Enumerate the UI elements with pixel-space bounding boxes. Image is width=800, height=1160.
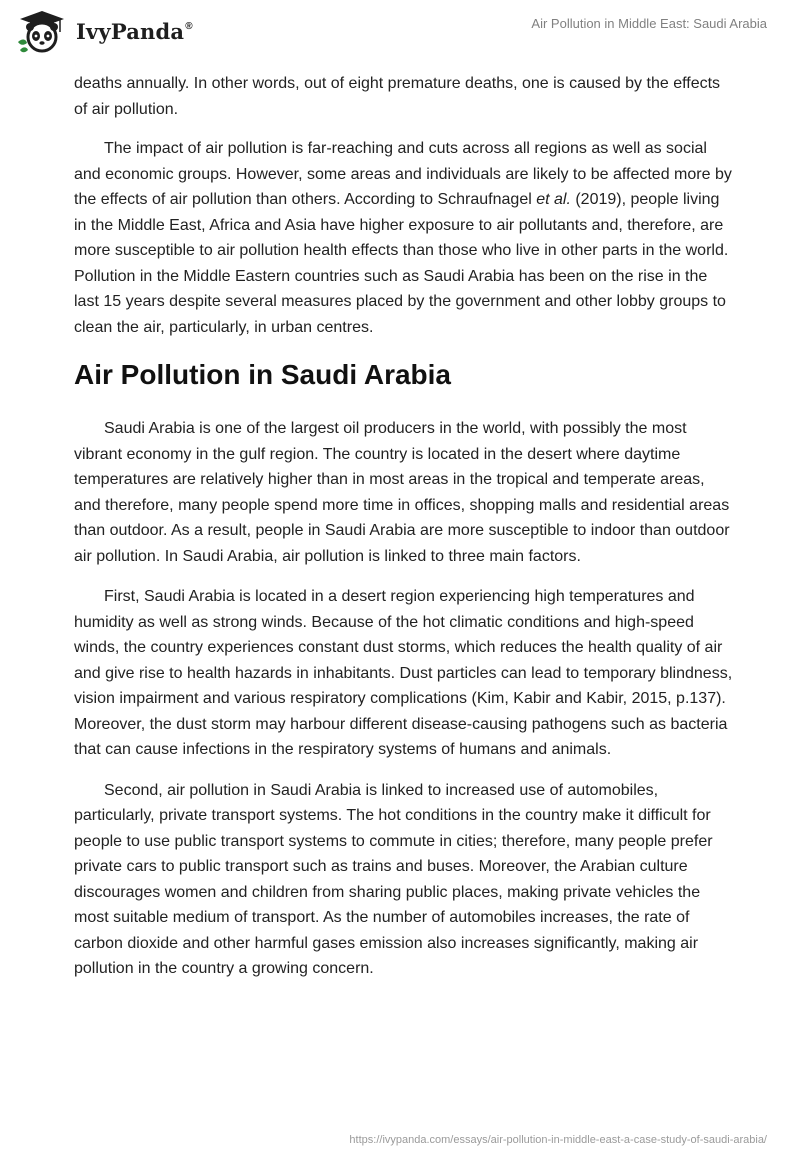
panda-logo-icon — [14, 8, 70, 54]
paragraph-continuation: deaths annually. In other words, out of eight premature deaths, one is caused by the effects of air pollution. — [74, 75, 721, 118]
source-url[interactable]: https://ivypanda.com/essays/air-pollution-in-middle-east-a-case-study-of-saudi-arabia/ — [349, 1134, 767, 1146]
essay-body — [74, 71, 734, 997]
paragraph-impact-text-2: (2019), people living in the Middle East, Africa and Asia have higher exposure to air pollutants and, therefore, are more susceptible to air pollution health effects than those who live in other parts in the world. Pollution in the Middle Eastern countries such as Saudi Arabia has been on the rise in the last 15 years despite several measures placed by the government and other lobby groups to clean the air, particularly, in urban centres. — [74, 191, 729, 336]
brand-name: IvyPanda® — [76, 18, 193, 44]
ivypanda-logo[interactable] — [14, 8, 193, 54]
paragraph-impact-text-1: The impact of air pollution is far-reaching and cuts across all regions as well as social and economic groups. However, some areas and individuals are likely to be affected more by the effects of air pollution than others. According to Schraufnagel — [74, 140, 732, 208]
paragraph-first-factor: First, Saudi Arabia is located in a desert region experiencing high temperatures and humidity as well as strong winds. Because of the hot climatic conditions and high-speed winds, the country experiences constant dust storms, which reduces the health quality of air and give rise to health hazards in inhabitants. Dust particles can lead to temporary blindness, vision impairment and various respiratory complications (Kim, Kabir and Kabir, 2015, p.137). Moreover, the dust storm may harbour different disease-causing pathogens such as bacteria that can cause infections in the respiratory systems of humans and animals. — [74, 588, 733, 758]
trademark-symbol: ® — [185, 20, 193, 32]
page-header — [0, 0, 800, 60]
citation-et-al: et al. — [536, 191, 571, 208]
section-heading: Air Pollution in Saudi Arabia — [74, 359, 451, 390]
paragraph-impact — [74, 136, 734, 340]
paragraph-second-factor: Second, air pollution in Saudi Arabia is linked to increased use of automobiles, particularly, private transport systems. The hot conditions in the country make it difficult for people to use public transport systems to commute in cities; therefore, many people prefer private cars to public transport such as trains and buses. Moreover, the Arabian culture discourages women and children from sharing public places, making private vehicles the most suitable medium of transport. As the number of automobiles increases, the rate of carbon dioxide and other harmful gases emission also increases significantly, making air pollution in the country a growing concern. — [74, 781, 713, 977]
document-title: Air Pollution in Middle East: Saudi Arabia — [531, 16, 767, 31]
paragraph-saudi-overview: Saudi Arabia is one of the largest oil producers in the world, with possibly the most vibrant economy in the gulf region. The country is located in the desert where daytime temperatures are relatively higher than in most areas in the tropical and temperate areas, and therefore, many people spend more time in offices, shopping malls and residential areas than outdoor. As a result, people in Saudi Arabia are more susceptible to indoor than outdoor air pollution. In Saudi Arabia, air pollution is linked to three main factors. — [74, 420, 730, 565]
